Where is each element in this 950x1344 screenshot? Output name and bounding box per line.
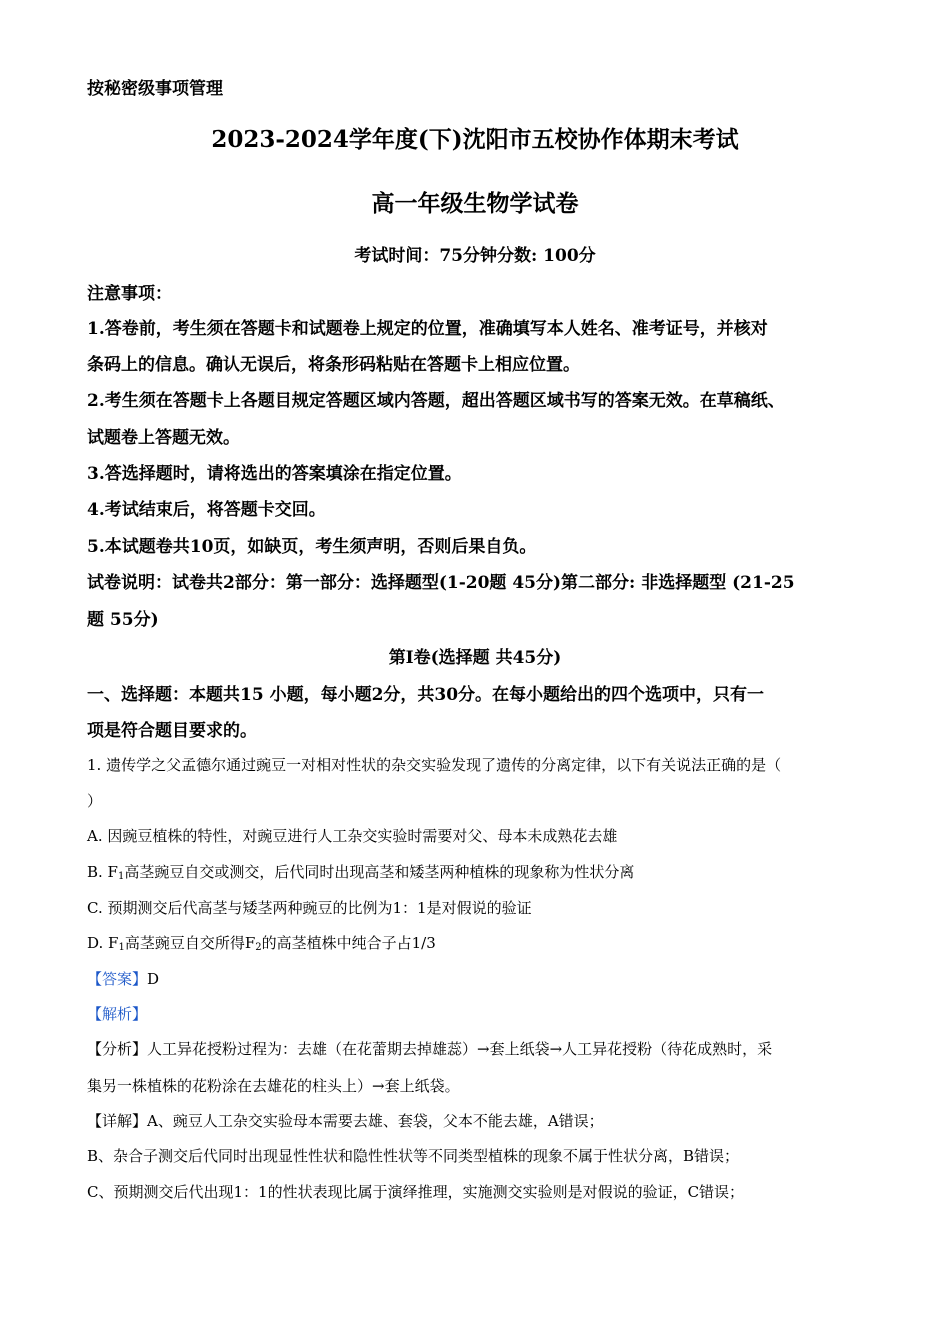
analysis-tag: 【解析】	[87, 1005, 148, 1023]
note-item-1-line-2: 条码上的信息。确认无误后，将条形码粘贴在答题卡上相应位置。	[87, 355, 580, 375]
exam-title: 2023-2024学年度(下)沈阳市五校协作体期末考试	[211, 126, 739, 153]
note-item-2-line-2: 试题卷上答题无效。	[87, 428, 240, 448]
xiangjie-a: 【详解】A、豌豆人工杂交实验母本需要去雄、套袋，父本不能去雄，A错误；	[87, 1112, 604, 1130]
question-1-stem-line-2: ）	[87, 792, 103, 810]
notes-heading: 注意事项：	[87, 284, 172, 304]
note-item-3: 3.答选择题时，请将选出的答案填涂在指定位置。	[87, 464, 462, 484]
note-item-2-line-1: 2.考生须在答题卡上各题目规定答题区域内答题，超出答题区域书写的答案无效。在草稿纸、	[87, 391, 785, 411]
exam-subtitle: 高一年级生物学试卷	[371, 190, 579, 217]
question-1-option-a: A. 因豌豆植株的特性，对豌豆进行人工杂交实验时需要对父、母本未成熟花去雄	[87, 827, 618, 845]
answer-line	[87, 968, 159, 989]
xiangjie-b: B、杂合子测交后代同时出现显性性状和隐性性状等不同类型植株的现象不属于性状分离，B错误；	[87, 1147, 740, 1165]
exam-description-line-1: 试卷说明：试卷共2部分：第一部分：选择题型(1-20题 45分)第二部分: 非选择题型 (21-25	[87, 573, 795, 593]
question-1-option-d: D. $F_1$高茎豌豆自交所得$F_2$的高茎植株中纯合子占1/3	[87, 934, 436, 953]
part-title: 第Ⅰ卷(选择题 共45分)	[388, 648, 562, 668]
question-1-option-c: C. 预期测交后代高茎与矮茎两种豌豆的比例为1：1是对假说的验证	[87, 899, 532, 917]
question-1-option-b: B. $F_1$高茎豌豆自交或测交，后代同时出现高茎和矮茎两种植株的现象称为性状分离	[87, 863, 635, 882]
fenxi-line-2: 集另一株植株的花粉涂在去雄花的柱头上）→套上纸袋。	[87, 1077, 460, 1095]
question-1-stem-line-1: 1. 遗传学之父孟德尔通过豌豆一对相对性状的杂交实验发现了遗传的分离定律，以下有关说法正确的是（	[87, 756, 782, 774]
note-item-5: 5.本试题卷共10页，如缺页，考生须声明，否则后果自负。	[87, 537, 537, 557]
answer-tag: 【答案】	[87, 970, 148, 988]
note-item-1-line-1: 1.答卷前，考生须在答题卡和试题卷上规定的位置，准确填写本人姓名、准考证号，并核对	[87, 319, 768, 339]
fenxi-line-1: 【分析】人工异花授粉过程为：去雄（在花蕾期去掉雄蕊）→套上纸袋→人工异花授粉（待花成熟时，采	[87, 1040, 773, 1058]
section-instruction-line-2: 项是符合题目要求的。	[87, 721, 257, 741]
exam-description-line-2: 题 55分)	[87, 610, 159, 630]
answer-value: D	[147, 970, 160, 988]
section-instruction-line-1: 一、选择题：本题共15 小题，每小题2分，共30分。在每小题给出的四个选项中，只有一	[87, 685, 765, 705]
secret-label: 按秘密级事项管理	[87, 79, 223, 99]
exam-info: 考试时间：75分钟分数: 100分	[354, 246, 596, 266]
xiangjie-c: C、预期测交后代出现1：1的性状表现比属于演绎推理，实施测交实验则是对假说的验证，C错误；	[87, 1183, 745, 1201]
note-item-4: 4.考试结束后，将答题卡交回。	[87, 500, 326, 520]
